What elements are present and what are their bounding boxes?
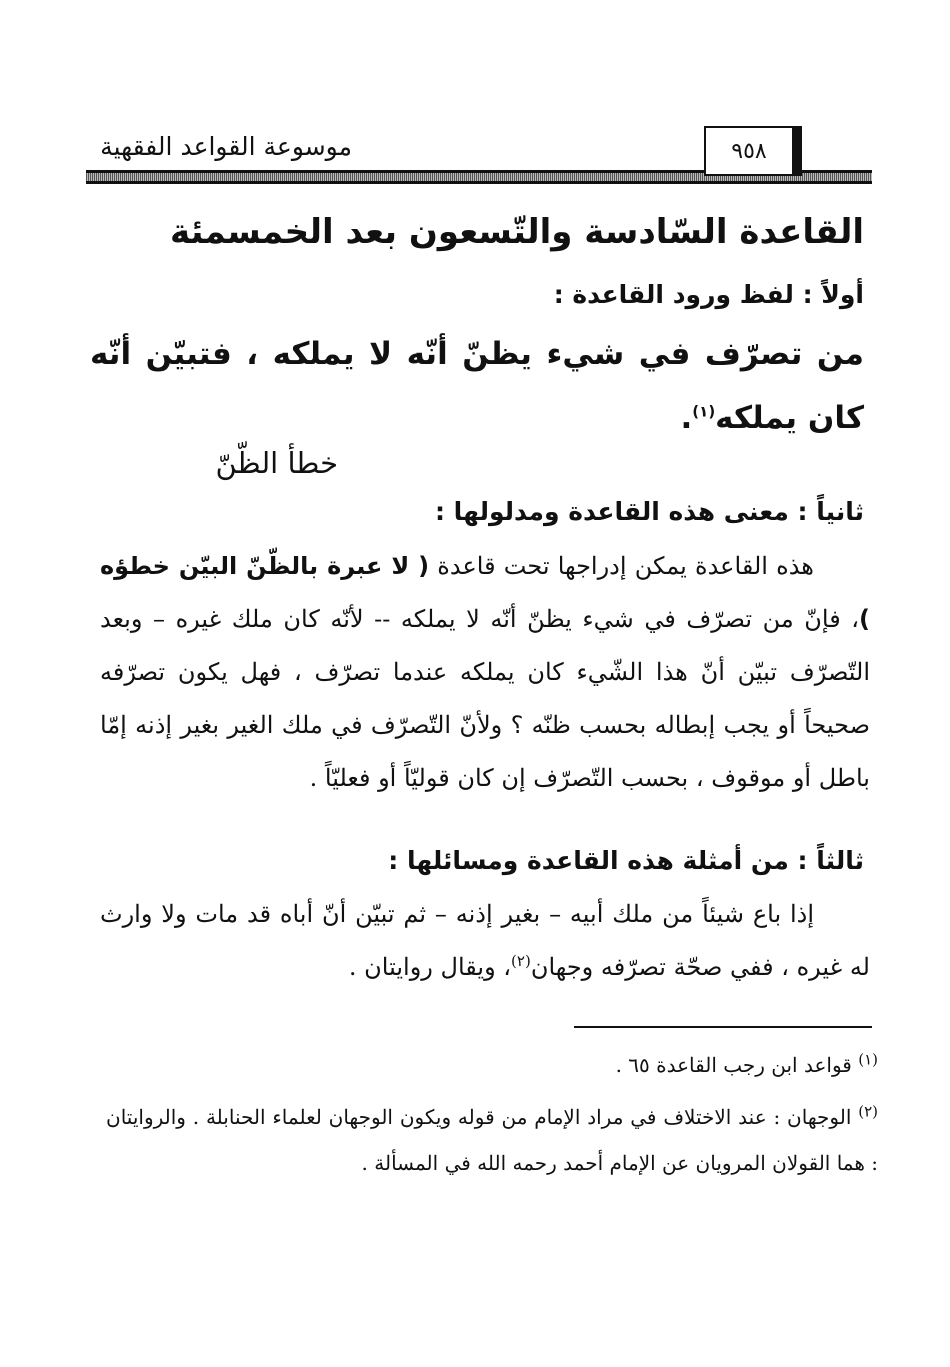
meaning-quoted-rule: ( لا عبرة بالظّنّ البيّن خطؤه )	[100, 552, 870, 633]
footnote-ref-2[interactable]: (٢)	[511, 952, 531, 970]
footnote-1	[106, 1042, 878, 1088]
rule-text-body: من تصرّف في شيء يظنّ أنّه لا يملكه ، فتبيّن أنّه كان يملكه	[90, 336, 864, 436]
meaning-paragraph-start: هذه القاعدة يمكن إدراجها تحت قاعدة	[437, 552, 814, 580]
footnote-2	[106, 1094, 878, 1186]
examples-paragraph	[100, 888, 870, 994]
footnote-marker-2: (٢)	[858, 1102, 879, 1121]
footnote-marker-1: (١)	[858, 1050, 878, 1069]
rule-alt-name: خطأ الظّنّ	[215, 446, 338, 480]
section-heading-2: ثانياً : معنى هذه القاعدة ومدلولها :	[434, 497, 864, 526]
rule-text-end: .	[680, 400, 693, 436]
rule-text	[90, 322, 864, 450]
examples-paragraph-end: ، ويقال روايتان .	[348, 953, 512, 981]
footnote-ref-1[interactable]: (١)	[692, 402, 716, 421]
rule-title: القاعدة السّادسة والتّسعون بعد الخمسمئة	[170, 212, 864, 252]
section-heading-1: أولاً : لفظ ورود القاعدة :	[553, 280, 864, 309]
meaning-paragraph	[100, 540, 870, 805]
examples-paragraph-start: إذا باع شيئاً من ملك أبيه – بغير إذنه – ثم تبيّن أنّ أباه قد مات ولا وارث له غيره ، ففي صحّة تصرّفه وجهان	[100, 900, 870, 981]
meaning-paragraph-rest: ، فإنّ من تصرّف في شيء يظنّ أنّه لا يملكه -- لأنّه كان ملك غيره – وبعد التّصرّف تبيّن أنّ هذا الشّيء كان يملكه عندما تصرّف ، فهل يكون تصرّفه صحيحاً أو يجب إبطاله بحسب ظنّه ؟ ولأنّ التّصرّف في ملك الغير بغير إذنه إمّا باطل أو موقوف ، بحسب التّصرّف إن كان قوليّاً أو فعليّاً .	[100, 605, 870, 792]
footnote-text-2: الوجهان : عند الاختلاف في مراد الإمام من قوله ويكون الوجهان لعلماء الحنابلة . والروايتان : هما القولان المرويان عن الإمام أحمد رحمه الله في المسألة .	[106, 1105, 878, 1175]
section-heading-3: ثالثاً : من أمثلة هذه القاعدة ومسائلها :	[388, 846, 864, 875]
footnote-separator	[574, 1026, 872, 1028]
footnote-text-1: قواعد ابن رجب القاعدة ٦٥ .	[615, 1053, 852, 1077]
page-number: ٩٥٨	[704, 126, 802, 176]
header-title: موسوعة القواعد الفقهية	[100, 132, 352, 161]
